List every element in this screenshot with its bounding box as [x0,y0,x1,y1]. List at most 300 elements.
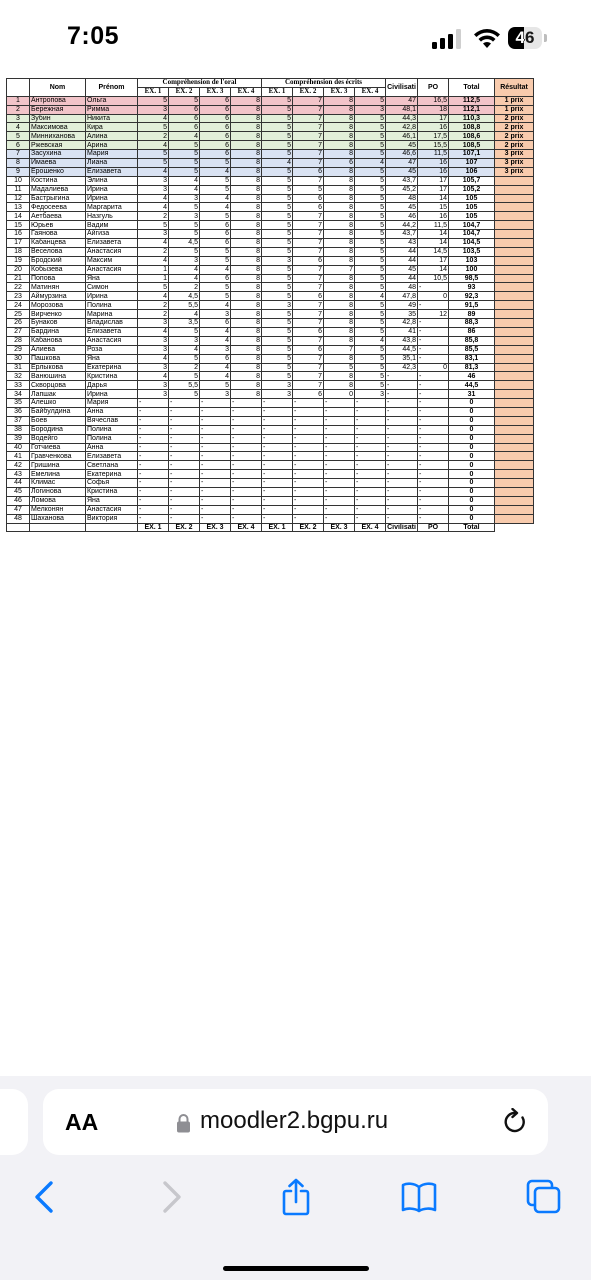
cell-nom: Мадалиева [30,185,86,194]
cell-score: - [293,452,324,461]
cell-score: 8 [231,176,262,185]
cell-score: 5 [355,247,386,256]
cell-score: 5 [262,319,293,328]
header-ex-1: EX. 1 [138,87,169,96]
wifi-icon [472,26,502,50]
cell-score: - [293,434,324,443]
cell-score: - [293,425,324,434]
cell-total: 0 [449,505,495,514]
cell-score: - [293,479,324,488]
cell-score: - [355,407,386,416]
cell-score: - [324,443,355,452]
footer-label: EX. 4 [231,523,262,532]
cell-score: 5 [355,203,386,212]
cell-score: - [169,452,200,461]
table-row [7,354,534,363]
cell-po: - [418,319,449,328]
cell-nom: Морозова [30,301,86,310]
header-ex-5: EX. 1 [262,87,293,96]
table-row [7,141,534,150]
cell-prenom: Владислав [86,319,138,328]
share-icon[interactable] [280,1178,312,1216]
row-index: 32 [7,372,30,381]
row-index: 31 [7,363,30,372]
cell-prenom: Никита [86,114,138,123]
cell-civ: - [386,461,418,470]
cell-civ: - [386,381,418,390]
row-index: 47 [7,505,30,514]
cell-score: 6 [169,114,200,123]
cell-civ: 48,1 [386,105,418,114]
header-ex-3: EX. 3 [200,87,231,96]
cell-civ: 44,5 [386,345,418,354]
cell-score: - [355,425,386,434]
cell-score: - [231,461,262,470]
cell-score: 5 [355,256,386,265]
cell-total: 88,3 [449,319,495,328]
cell-score: 6 [200,221,231,230]
cell-score: 4 [138,327,169,336]
cell-score: - [262,479,293,488]
cell-po: 16,5 [418,96,449,105]
row-index: 19 [7,256,30,265]
address-bar[interactable] [43,1089,548,1155]
browser-toolbar [0,1076,591,1280]
cell-score: 7 [293,176,324,185]
cell-score: 5 [262,185,293,194]
cellular-signal-icon [432,29,462,49]
cell-civ: - [386,372,418,381]
cell-resultat: 3 prix [495,159,534,168]
row-index: 16 [7,230,30,239]
cell-score: - [262,399,293,408]
cell-score: 5 [262,327,293,336]
cell-nom: Кабанцева [30,239,86,248]
cell-score: 5 [355,354,386,363]
cell-score: 5 [355,310,386,319]
cell-score: - [200,487,231,496]
table-row [7,176,534,185]
cell-nom: Бродский [30,256,86,265]
cell-score: 5 [355,123,386,132]
table-row [7,159,534,168]
cell-score: 5 [355,185,386,194]
cell-civ: - [386,452,418,461]
cell-score: 5 [262,354,293,363]
row-index: 4 [7,123,30,132]
cell-prenom: Анна [86,407,138,416]
cell-po: 17 [418,185,449,194]
cell-score: 5 [262,105,293,114]
cell-score: 7 [293,221,324,230]
footer-empty [86,523,138,532]
row-index: 30 [7,354,30,363]
table-row [7,514,534,523]
cell-civ: - [386,496,418,505]
cell-score: 6 [200,141,231,150]
cell-resultat [495,310,534,319]
cell-score: 7 [293,132,324,141]
header-nom: Nom [30,79,86,97]
cell-score: 2 [138,212,169,221]
cell-score: 6 [200,230,231,239]
cell-score: 5 [262,221,293,230]
cell-resultat: 3 prix [495,167,534,176]
cell-score: 8 [231,194,262,203]
cell-prenom: Мария [86,399,138,408]
cell-score: 5 [262,336,293,345]
table-row [7,167,534,176]
header-index [7,79,30,97]
cell-score: 8 [231,123,262,132]
cell-score: - [200,416,231,425]
cell-nom: Бардина [30,327,86,336]
cell-score: 0 [324,390,355,399]
cell-score: 5 [262,239,293,248]
cell-score: 8 [324,194,355,203]
cell-score: - [324,514,355,523]
cell-score: 3 [169,194,200,203]
cell-prenom: Назгуль [86,212,138,221]
cell-score: 5 [355,167,386,176]
cell-score: 7 [293,247,324,256]
cell-nom: Готчиева [30,443,86,452]
cell-total: 91,5 [449,301,495,310]
cell-score: 5 [262,363,293,372]
cell-score: 7 [324,345,355,354]
cell-po: - [418,416,449,425]
row-index: 25 [7,310,30,319]
cell-total: 31 [449,390,495,399]
cell-prenom: Полина [86,301,138,310]
row-index: 44 [7,479,30,488]
table-row [7,274,534,283]
cell-prenom: Кристина [86,487,138,496]
cell-score: - [169,434,200,443]
cell-po: 16 [418,167,449,176]
cell-score: 8 [231,310,262,319]
cell-score: 8 [324,247,355,256]
cell-score: 8 [324,221,355,230]
cell-po: 14 [418,265,449,274]
table-row [7,452,534,461]
cell-total: 107,1 [449,150,495,159]
table-row [7,345,534,354]
results-table [6,78,534,532]
cell-po: 16 [418,212,449,221]
cell-score: 3 [138,319,169,328]
cell-score: 7 [293,212,324,221]
cell-resultat [495,407,534,416]
cell-po: 10,5 [418,274,449,283]
cell-score: - [231,443,262,452]
cell-score: 7 [293,363,324,372]
previous-tab-preview[interactable] [0,1089,28,1155]
cell-score: 3 [138,390,169,399]
cell-score: - [355,514,386,523]
cell-nom: Аймурзина [30,292,86,301]
cell-score: 4 [138,372,169,381]
bookmarks-icon[interactable] [400,1178,438,1216]
cell-score: 3 [355,105,386,114]
cell-score: 8 [231,239,262,248]
cell-score: - [231,434,262,443]
row-index: 43 [7,470,30,479]
cell-civ: 43,8 [386,336,418,345]
cell-score: 8 [231,141,262,150]
cell-total: 44,5 [449,381,495,390]
table-row [7,105,534,114]
row-index: 29 [7,345,30,354]
cell-score: - [200,452,231,461]
cell-score: 5 [169,327,200,336]
cell-total: 0 [449,461,495,470]
cell-civ: 47,8 [386,292,418,301]
cell-score: - [138,461,169,470]
cell-score: 5 [355,319,386,328]
cell-score: - [355,470,386,479]
cell-score: - [231,505,262,514]
cell-score: - [355,452,386,461]
row-index: 1 [7,96,30,105]
cell-resultat [495,274,534,283]
cell-resultat: 1 prix [495,96,534,105]
cell-score: - [138,399,169,408]
cell-score: - [355,479,386,488]
cell-score: - [200,443,231,452]
status-bar [0,0,591,80]
cell-score: 8 [324,256,355,265]
cell-score: 5 [169,372,200,381]
cell-score: 5 [262,345,293,354]
cell-score: - [324,407,355,416]
cell-score: 5 [355,265,386,274]
cell-score: - [138,443,169,452]
header-ex-4: EX. 4 [231,87,262,96]
cell-score: 8 [231,336,262,345]
forward-icon[interactable] [160,1178,184,1216]
cell-resultat: 2 prix [495,123,534,132]
cell-score: 8 [231,390,262,399]
cell-nom: Ржевская [30,141,86,150]
cell-score: 3 [200,310,231,319]
cell-resultat [495,470,534,479]
header-resultat: Résultat [495,79,534,97]
cell-score: 5 [262,150,293,159]
cell-score: - [200,514,231,523]
cell-score: 8 [324,123,355,132]
cell-resultat [495,319,534,328]
cell-score: 3 [138,230,169,239]
cell-score: 4 [200,336,231,345]
cell-civ: 42,8 [386,123,418,132]
cell-score: 6 [293,345,324,354]
cell-score: 8 [324,310,355,319]
cell-score: - [262,443,293,452]
cell-civ: 46,6 [386,150,418,159]
cell-total: 104,7 [449,221,495,230]
cell-prenom: Яна [86,496,138,505]
cell-resultat [495,372,534,381]
cell-total: 85,5 [449,345,495,354]
cell-nom: Аетбаева [30,212,86,221]
text-size-button[interactable] [65,1109,98,1136]
cell-nom: Имаева [30,159,86,168]
cell-score: 8 [231,327,262,336]
cell-total: 0 [449,425,495,434]
cell-score: - [231,407,262,416]
cell-score: 2 [138,310,169,319]
cell-civ: 44 [386,256,418,265]
cell-score: 5 [262,230,293,239]
cell-prenom: Кира [86,123,138,132]
cell-score: 5 [355,327,386,336]
cell-score: 5 [200,176,231,185]
footer-label: EX. 3 [324,523,355,532]
cell-prenom: Ирина [86,194,138,203]
cell-resultat: 2 prix [495,141,534,150]
header-total: Total [449,79,495,97]
cell-prenom: Елизавета [86,167,138,176]
cell-score: - [324,461,355,470]
cell-score: 5,5 [169,381,200,390]
cell-po: - [418,505,449,514]
cell-resultat [495,496,534,505]
cell-nom: Вирченко [30,310,86,319]
tabs-icon[interactable] [525,1178,563,1216]
cell-civ: 47 [386,96,418,105]
cell-score: 4 [200,265,231,274]
cell-score: - [200,496,231,505]
cell-score: - [231,479,262,488]
table-row [7,265,534,274]
cell-prenom: Яна [86,274,138,283]
header-ecrits: Compréhension des écrits [262,79,386,88]
cell-score: 5 [138,123,169,132]
cell-score: - [262,470,293,479]
table-row [7,292,534,301]
cell-score: - [231,487,262,496]
cell-score: - [169,505,200,514]
cell-civ: 41 [386,327,418,336]
cell-po: 16 [418,159,449,168]
cell-score: 6 [200,150,231,159]
table-row [7,372,534,381]
table-row [7,123,534,132]
cell-nom: Мелконян [30,505,86,514]
cell-po: - [418,434,449,443]
home-indicator [223,1266,369,1271]
cell-score: - [169,487,200,496]
battery-icon [508,27,548,49]
cell-score: 6 [293,292,324,301]
cell-score: 5 [169,203,200,212]
cell-score: 8 [324,185,355,194]
cell-resultat [495,247,534,256]
cell-score: 8 [324,176,355,185]
table-row [7,132,534,141]
row-index: 24 [7,301,30,310]
cell-nom: Бунаков [30,319,86,328]
cell-score: 4 [200,203,231,212]
cell-civ: 44 [386,274,418,283]
cell-resultat [495,345,534,354]
cell-score: 7 [293,274,324,283]
cell-nom: Шаханова [30,514,86,523]
cell-score: 5 [262,114,293,123]
cell-score: 4 [200,327,231,336]
cell-prenom: Римма [86,105,138,114]
cell-score: - [355,461,386,470]
cell-score: 5 [355,221,386,230]
cell-score: 3 [200,390,231,399]
cell-score: - [169,461,200,470]
table-row [7,212,534,221]
cell-score: 8 [231,319,262,328]
cell-score: 3 [262,390,293,399]
cell-nom: Ломова [30,496,86,505]
cell-score: - [262,461,293,470]
cell-score: - [200,434,231,443]
cell-score: 7 [293,150,324,159]
cell-score: 4,5 [169,292,200,301]
cell-score: 5 [138,283,169,292]
cell-resultat [495,292,534,301]
cell-civ: 44,3 [386,114,418,123]
cell-prenom: Екатерина [86,363,138,372]
header-oral: Compréhension de l'oral [138,79,262,88]
cell-score: 5 [200,159,231,168]
cell-resultat [495,327,534,336]
cell-resultat [495,425,534,434]
row-index: 6 [7,141,30,150]
back-icon[interactable] [32,1178,56,1216]
cell-po: 14 [418,194,449,203]
cell-score: 8 [231,150,262,159]
cell-nom: Скворцова [30,381,86,390]
table-row [7,505,534,514]
cell-score: - [262,514,293,523]
cell-score: - [355,434,386,443]
cell-score: 7 [293,96,324,105]
cell-prenom: Кристина [86,372,138,381]
cell-score: 5 [355,363,386,372]
cell-nom: Логинова [30,487,86,496]
cell-nom: Антропова [30,96,86,105]
footer-label: EX. 2 [293,523,324,532]
cell-po: - [418,336,449,345]
row-index: 48 [7,514,30,523]
cell-score: 5 [355,239,386,248]
cell-resultat: 2 prix [495,132,534,141]
cell-score: 5 [355,212,386,221]
cell-nom: Боев [30,416,86,425]
cell-nom: Федосеева [30,203,86,212]
cell-prenom: Айгиза [86,230,138,239]
cell-prenom: Вячеслав [86,416,138,425]
cell-score: 5 [200,247,231,256]
cell-prenom: Елизавета [86,327,138,336]
cell-nom: Байбулдина [30,407,86,416]
cell-score: - [138,416,169,425]
cell-score: 1 [138,265,169,274]
reload-icon[interactable] [502,1108,528,1136]
cell-score: 5 [200,212,231,221]
cell-score: 5 [355,345,386,354]
cell-score: 5 [169,159,200,168]
cell-total: 0 [449,399,495,408]
cell-score: 6 [293,194,324,203]
